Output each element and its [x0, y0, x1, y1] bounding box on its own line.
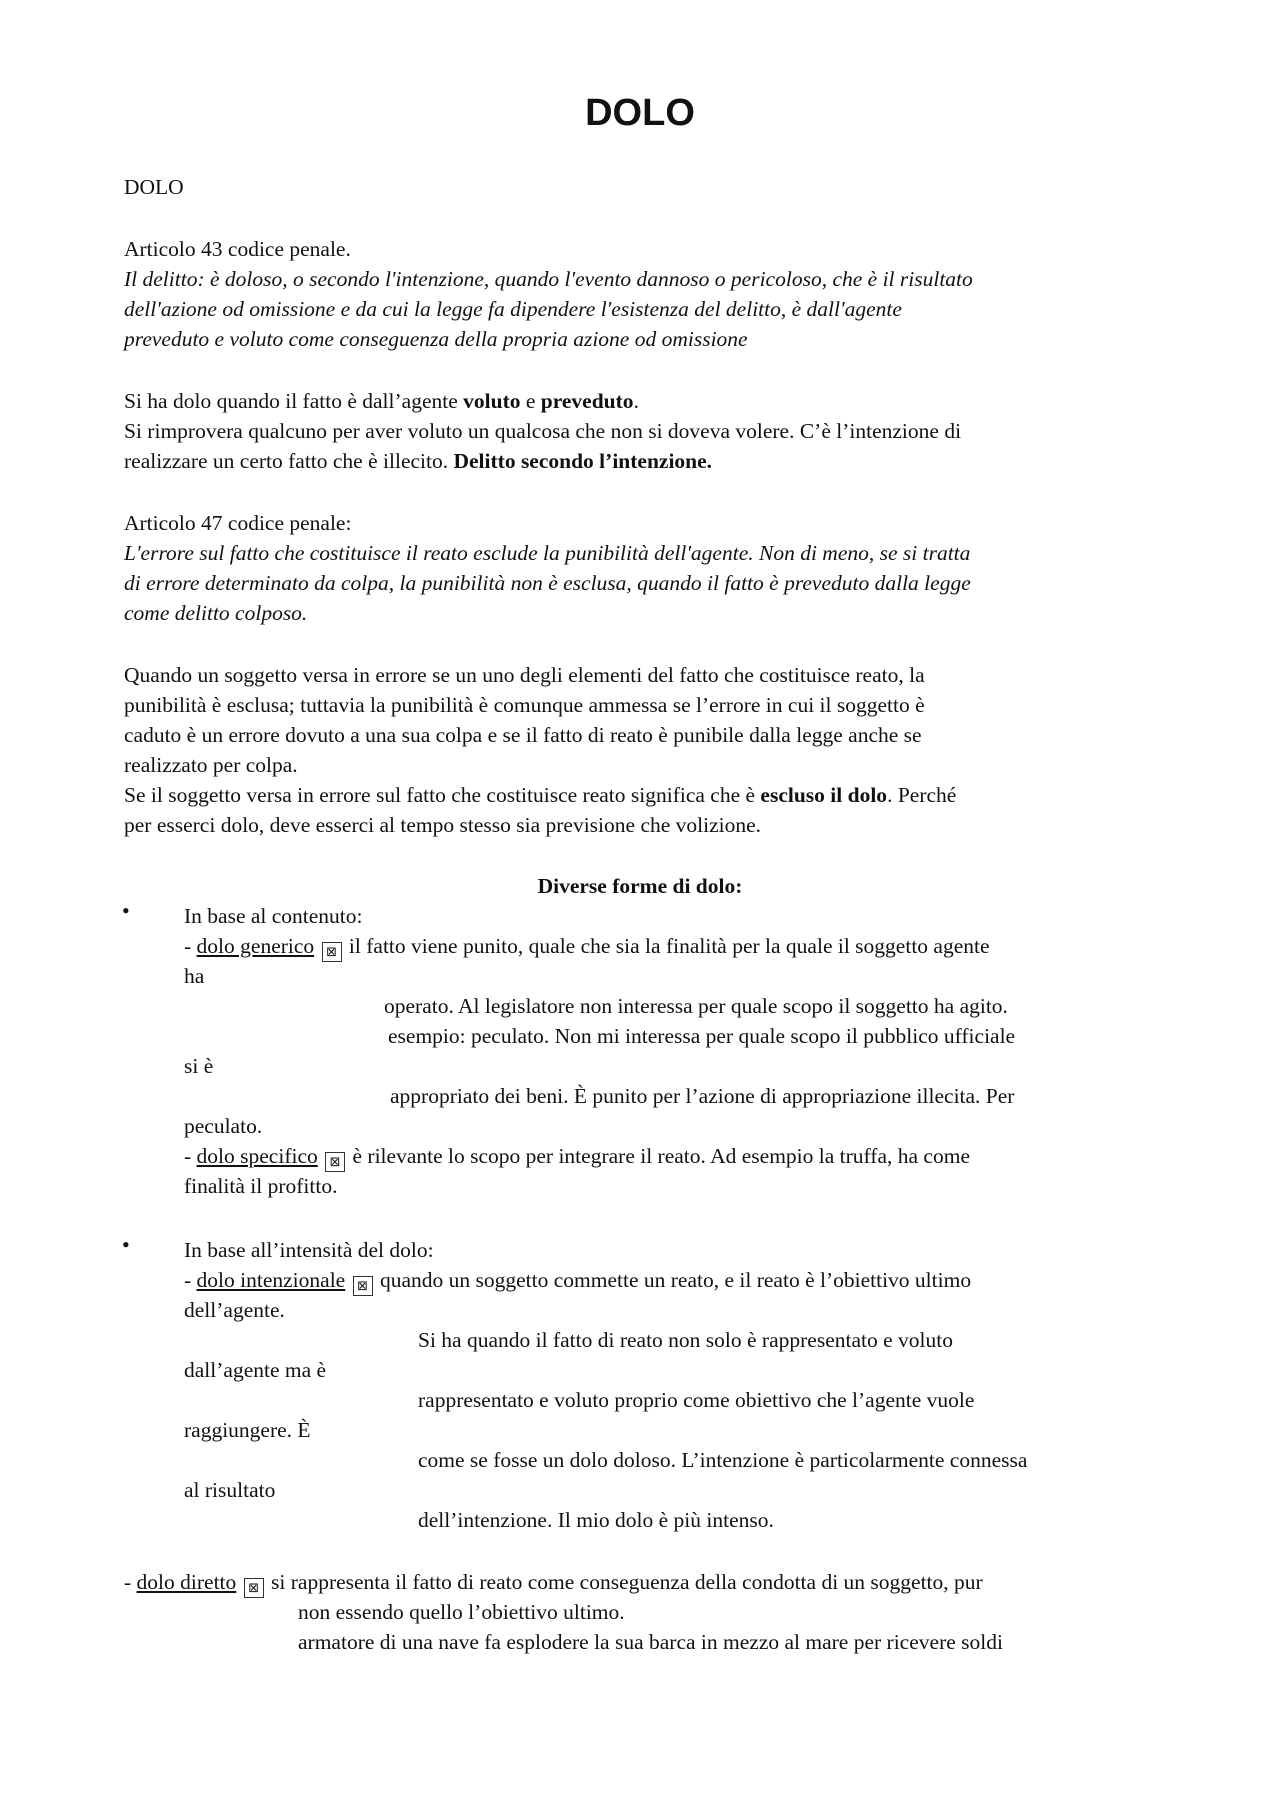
term-dolo-intenzionale: dolo intenzionale — [196, 1268, 346, 1292]
text: . Perché — [887, 783, 957, 807]
dash: - — [184, 1268, 197, 1292]
list-line: dell’intenzione. Il mio dolo è più intenso. — [418, 1508, 774, 1532]
list-item — [184, 1141, 970, 1172]
bold-term: preveduto — [540, 389, 634, 413]
list-line: operato. Al legislatore non interessa per quale scopo il soggetto ha agito. — [384, 994, 1008, 1018]
art47-line: L'errore sul fatto che costituisce il reato esclude la punibilità dell'agente. Non di meno, se si tratta — [124, 541, 971, 565]
bullet-icon: • — [122, 1232, 130, 1257]
list-item-label: In base al contenuto: — [184, 904, 363, 928]
art47-line: come delitto colposo. — [124, 601, 308, 625]
dash: - — [124, 1570, 137, 1594]
art47-line: di errore determinato da colpa, la punibilità non è esclusa, quando il fatto è preveduto dalla legge — [124, 571, 971, 595]
list-line: appropriato dei beni. È punito per l’azione di appropriazione illecita. Per — [390, 1084, 1015, 1108]
dash: - — [184, 1144, 197, 1168]
arrow-symbol-icon: ⊠ — [353, 1276, 373, 1296]
forms-heading: Diverse forme di dolo: — [537, 874, 743, 898]
text: si rappresenta il fatto di reato come conseguenza della condotta di un soggetto, pur — [265, 1570, 983, 1594]
text: realizzare un certo fatto che è illecito. — [124, 449, 454, 473]
paragraph-line: Si rimprovera qualcuno per aver voluto un qualcosa che non si doveva volere. C’è l’intenzione di — [124, 419, 962, 443]
list-item — [124, 1567, 983, 1598]
list-line: al risultato — [184, 1478, 276, 1502]
text: Se il soggetto versa in errore sul fatto che costituisce reato significa che è — [124, 783, 761, 807]
text: e — [520, 389, 541, 413]
paragraph-line — [124, 386, 639, 416]
paragraph-line — [124, 780, 956, 810]
list-item-label: In base all’intensità del dolo: — [184, 1238, 434, 1262]
term-dolo-specifico: dolo specifico — [196, 1144, 318, 1168]
bullet-icon: • — [122, 898, 130, 923]
bold-term: escluso il dolo — [760, 783, 888, 807]
text: è rilevante lo scopo per integrare il reato. Ad esempio la truffa, ha come — [347, 1144, 970, 1168]
list-line: si è — [184, 1054, 214, 1078]
art43-line: dell'azione od omissione e da cui la legge fa dipendere l'esistenza del delitto, è dall'agente — [124, 297, 902, 321]
art43-intro: Articolo 43 codice penale. — [124, 237, 351, 261]
list-line: armatore di una nave fa esplodere la sua barca in mezzo al mare per ricevere soldi — [298, 1630, 1003, 1654]
arrow-symbol-icon: ⊠ — [322, 942, 342, 962]
paragraph-line: punibilità è esclusa; tuttavia la punibilità è comunque ammessa se l’errore in cui il soggetto è — [124, 693, 925, 717]
list-line: dall’agente ma è — [184, 1358, 327, 1382]
list-line: finalità il profitto. — [184, 1174, 338, 1198]
section-heading: DOLO — [124, 175, 184, 199]
list-item — [184, 931, 990, 962]
arrow-symbol-icon: ⊠ — [244, 1578, 264, 1598]
list-line: ha — [184, 964, 205, 988]
text: . — [633, 389, 639, 413]
paragraph-line: Quando un soggetto versa in errore se un uno degli elementi del fatto che costituisce reato, la — [124, 663, 925, 687]
list-line: come se fosse un dolo doloso. L’intenzione è particolarmente connessa — [418, 1448, 1028, 1472]
paragraph-line: realizzato per colpa. — [124, 753, 298, 777]
list-item — [184, 1265, 971, 1296]
bold-term: voluto — [463, 389, 521, 413]
dash: - — [184, 934, 197, 958]
term-dolo-diretto: dolo diretto — [136, 1570, 237, 1594]
art47-intro: Articolo 47 codice penale: — [124, 511, 352, 535]
paragraph-line: per esserci dolo, deve esserci al tempo stesso sia previsione che volizione. — [124, 813, 762, 837]
list-line: dell’agente. — [184, 1298, 285, 1322]
text: il fatto viene punito, quale che sia la finalità per la quale il soggetto agente — [343, 934, 990, 958]
list-line: Si ha quando il fatto di reato non solo è rappresentato e voluto — [418, 1328, 953, 1352]
art43-line: Il delitto: è doloso, o secondo l'intenzione, quando l'evento dannoso o pericoloso, che è il risultato — [124, 267, 973, 291]
list-line: rappresentato e voluto proprio come obiettivo che l’agente vuole — [418, 1388, 975, 1412]
paragraph-line: caduto è un errore dovuto a una sua colpa e se il fatto di reato è punibile dalla legge anche se — [124, 723, 922, 747]
list-line: non essendo quello l’obiettivo ultimo. — [298, 1600, 625, 1624]
term-dolo-generico: dolo generico — [196, 934, 315, 958]
paragraph-line — [124, 446, 712, 476]
text: quando un soggetto commette un reato, e il reato è l’obiettivo ultimo — [374, 1268, 972, 1292]
list-line: raggiungere. È — [184, 1418, 311, 1442]
list-line: esempio: peculato. Non mi interessa per quale scopo il pubblico ufficiale — [388, 1024, 1016, 1048]
arrow-symbol-icon: ⊠ — [325, 1152, 345, 1172]
text: Si ha dolo quando il fatto è dall’agente — [124, 389, 464, 413]
page-title: DOLO — [585, 92, 695, 134]
bold-term: Delitto secondo l’intenzione. — [453, 449, 713, 473]
list-line: peculato. — [184, 1114, 263, 1138]
art43-line: preveduto e voluto come conseguenza della propria azione od omissione — [124, 327, 748, 351]
